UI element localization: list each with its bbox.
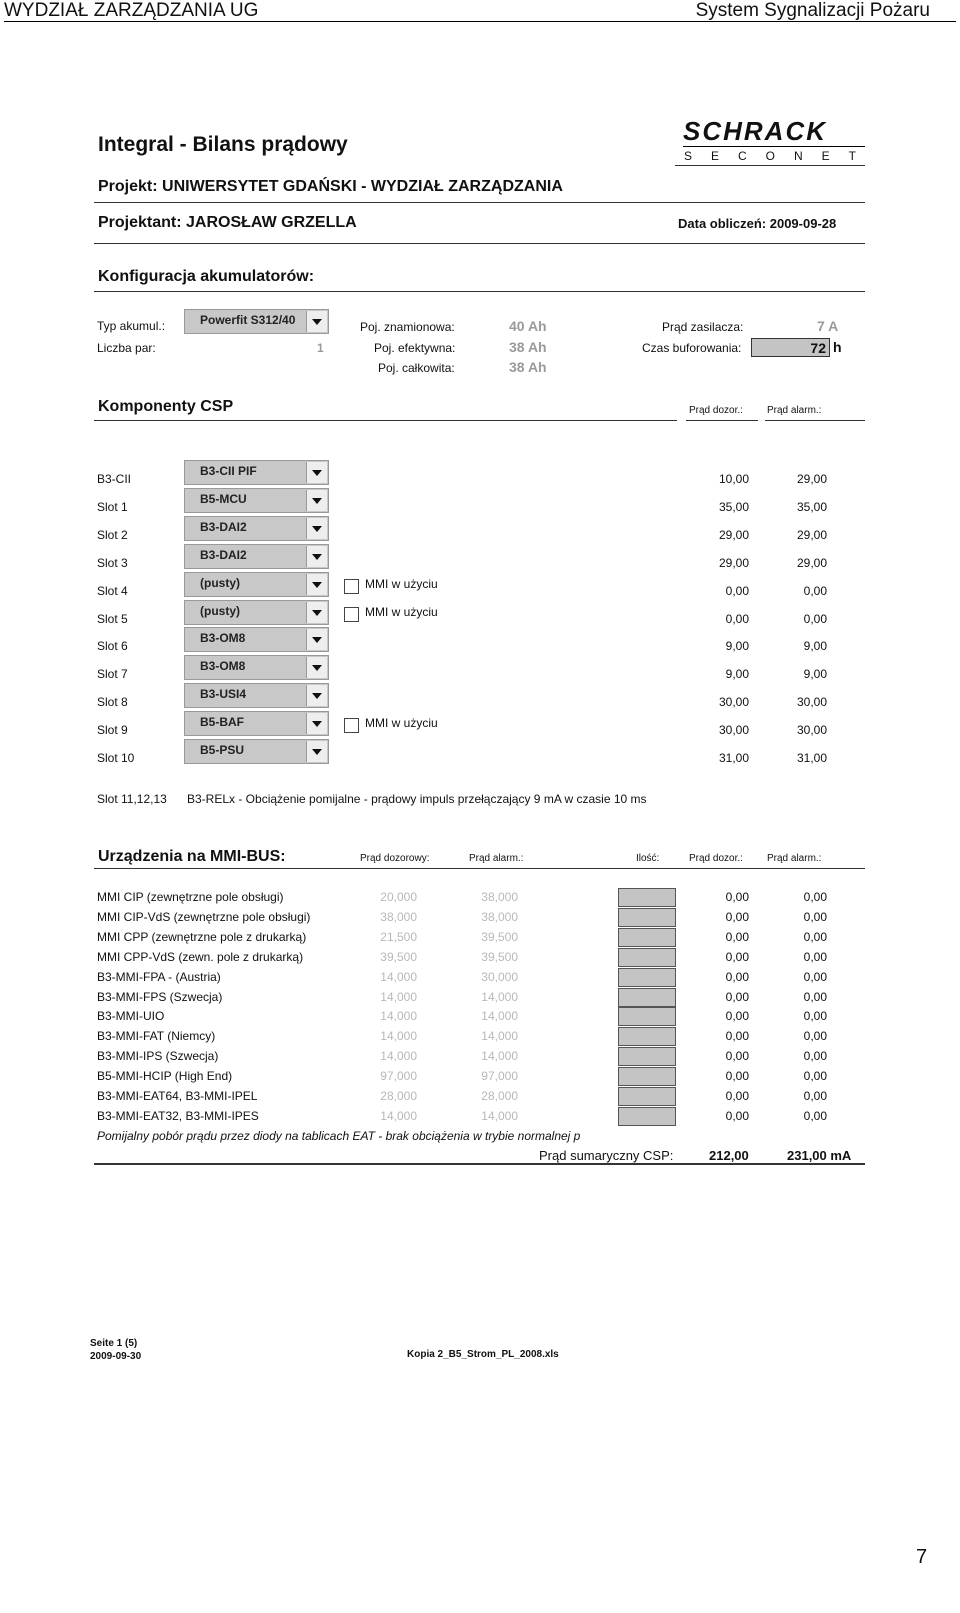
header-divider (4, 21, 956, 22)
csp-slot-label: Slot 1 (97, 500, 128, 514)
csp-alarm-current: 9,00 (803, 667, 827, 681)
csp-standby-current: 0,00 (725, 612, 749, 626)
mmi-standby-current: 0,00 (725, 1109, 749, 1123)
module-value: B3-DAI2 (200, 548, 247, 562)
mmi-standby-current: 0,00 (725, 990, 749, 1004)
mmi-in-use-label: MMI w użyciu (365, 605, 438, 619)
mmi-in-use-label: MMI w użyciu (365, 716, 438, 730)
mmi-in-use-label: MMI w użyciu (365, 577, 438, 591)
seconet-logo-text: SECONET (684, 149, 876, 163)
mmi-alarm-current: 0,00 (803, 1009, 827, 1023)
csp-col-standby: Prąd dozor.: (689, 405, 743, 416)
module-value: B3-OM8 (200, 659, 246, 673)
mmi-qty-input[interactable] (618, 1087, 676, 1106)
battery-type-value: Powerfit S312/40 (200, 313, 296, 327)
csp-alarm-current: 30,00 (796, 695, 827, 709)
csp-slot-label: Slot 3 (97, 556, 128, 570)
mmi-unit-alarm: 97,000 (481, 1069, 518, 1083)
mmi-in-use-checkbox[interactable] (344, 579, 359, 594)
module-dropdown[interactable] (184, 655, 329, 680)
chevron-down-icon[interactable] (306, 462, 327, 483)
csp-alarm-current: 35,00 (796, 500, 827, 514)
csp-slot-label: Slot 9 (97, 723, 128, 737)
mmi-unit-standby: 14,000 (380, 990, 417, 1004)
mmi-qty-input[interactable] (618, 1007, 676, 1026)
battery-section-rule (94, 291, 865, 292)
module-dropdown[interactable] (184, 488, 329, 513)
csp-standby-current: 10,00 (718, 472, 749, 486)
mmi-unit-standby: 38,000 (380, 910, 417, 924)
csp-standby-current: 9,00 (725, 639, 749, 653)
mmi-in-use-checkbox[interactable] (344, 607, 359, 622)
mmi-col-qty: Ilość: (636, 853, 660, 864)
csp-section-rule (94, 420, 677, 421)
csp-slot-label: Slot 2 (97, 528, 128, 542)
mmi-alarm-current: 0,00 (803, 970, 827, 984)
module-dropdown[interactable] (184, 683, 329, 708)
csp-alarm-current: 30,00 (796, 723, 827, 737)
module-value: B5-MCU (200, 492, 247, 506)
csp-alarm-current: 9,00 (803, 639, 827, 653)
mmi-unit-alarm: 14,000 (481, 1029, 518, 1043)
mmi-qty-input[interactable] (618, 1107, 676, 1126)
mmi-qty-input[interactable] (618, 948, 676, 967)
mmi-unit-alarm: 14,000 (481, 1009, 518, 1023)
mmi-unit-standby: 21,500 (380, 930, 417, 944)
header-right: System Sygnalizacji Pożaru (695, 0, 930, 21)
mmi-alarm-current: 0,00 (803, 1109, 827, 1123)
csp-standby-current: 31,00 (718, 751, 749, 765)
module-dropdown[interactable] (184, 460, 329, 485)
csp-slot-label: Slot 7 (97, 667, 128, 681)
csp-col-alarm-rule (765, 420, 865, 421)
mmi-unit-standby: 14,000 (380, 1049, 417, 1063)
mmi-device-name: B3-MMI-FPA - (Austria) (97, 970, 221, 984)
mmi-unit-standby: 14,000 (380, 970, 417, 984)
csp-standby-current: 29,00 (718, 528, 749, 542)
mmi-unit-alarm: 38,000 (481, 910, 518, 924)
battery-section-title: Konfiguracja akumulatorów: (98, 268, 315, 285)
mmi-device-name: MMI CPP (zewnętrzne pole z drukarką) (97, 930, 307, 944)
mmi-col-unit-alarm: Prąd alarm.: (469, 853, 524, 864)
csp-standby-current: 35,00 (718, 500, 749, 514)
mmi-unit-alarm: 14,000 (481, 990, 518, 1004)
mmi-standby-current: 0,00 (725, 1089, 749, 1103)
chevron-down-icon[interactable] (306, 685, 327, 706)
module-value: B5-PSU (200, 743, 245, 757)
buffer-time-label: Czas buforowania: (642, 341, 742, 355)
logo-divider (683, 146, 865, 147)
psu-current-label: Prąd zasilacza: (662, 320, 744, 334)
mmi-unit-alarm: 14,000 (481, 1109, 518, 1123)
sum-rule (94, 1163, 865, 1165)
eat-note: Pomijalny pobór prądu przez diody na tablicach EAT - brak obciążenia w trybie normalnej p (97, 1129, 581, 1143)
csp-standby-current: 30,00 (718, 723, 749, 737)
csp-standby-current: 29,00 (718, 556, 749, 570)
buffer-time-input[interactable] (751, 338, 830, 357)
module-value: B3-DAI2 (200, 520, 247, 534)
mmi-alarm-current: 0,00 (803, 930, 827, 944)
module-value: (pusty) (200, 604, 240, 618)
mmi-alarm-current: 0,00 (803, 1029, 827, 1043)
mmi-standby-current: 0,00 (725, 950, 749, 964)
mmi-unit-standby: 14,000 (380, 1029, 417, 1043)
mmi-device-name: B3-MMI-EAT64, B3-MMI-IPEL (97, 1089, 258, 1103)
calc-date: Data obliczeń: 2009-09-28 (678, 216, 837, 231)
nominal-capacity-value: 40 Ah (509, 318, 547, 334)
csp-standby-current: 9,00 (725, 667, 749, 681)
module-dropdown[interactable] (184, 516, 329, 541)
csp-alarm-current: 0,00 (803, 584, 827, 598)
header-left: WYDZIAŁ ZARZĄDZANIA UG (4, 0, 259, 21)
mmi-standby-current: 0,00 (725, 1049, 749, 1063)
module-value: B3-CII PIF (200, 464, 257, 478)
psu-current-value: 7 A (817, 318, 839, 334)
designer-rule (94, 243, 865, 244)
csp-alarm-current: 29,00 (796, 556, 827, 570)
mmi-section-title: Urządzenia na MMI-BUS: (98, 848, 286, 865)
buffer-time-unit: h (833, 339, 842, 355)
mmi-unit-standby: 28,000 (380, 1089, 417, 1103)
mmi-alarm-current: 0,00 (803, 1089, 827, 1103)
mmi-device-name: MMI CIP (zewnętrzne pole obsługi) (97, 890, 284, 904)
chevron-down-icon[interactable] (306, 657, 327, 678)
mmi-unit-alarm: 30,000 (481, 970, 518, 984)
mmi-device-name: B3-MMI-FPS (Szwecja) (97, 990, 223, 1004)
module-dropdown[interactable] (184, 711, 329, 736)
mmi-col-standby: Prąd dozor.: (689, 853, 743, 864)
mmi-qty-input[interactable] (618, 1027, 676, 1046)
mmi-qty-input[interactable] (618, 908, 676, 927)
module-value: B3-OM8 (200, 631, 246, 645)
chevron-down-icon[interactable] (306, 546, 327, 567)
sum-standby: 212,00 (709, 1148, 749, 1163)
mmi-unit-standby: 20,000 (380, 890, 417, 904)
module-value: B5-BAF (200, 715, 244, 729)
mmi-qty-input[interactable] (618, 928, 676, 947)
chevron-down-icon[interactable] (306, 629, 327, 650)
mmi-unit-standby: 39,500 (380, 950, 417, 964)
mmi-device-name: B3-MMI-EAT32, B3-MMI-IPES (97, 1109, 259, 1123)
csp-slot-label: B3-CII (97, 472, 132, 486)
sum-alarm: 231,00 mA (787, 1148, 852, 1163)
mmi-unit-alarm: 39,500 (481, 950, 518, 964)
mmi-section-rule (94, 868, 865, 869)
csp-slot-label: Slot 5 (97, 612, 128, 626)
battery-type-label: Typ akumul.: (97, 319, 166, 333)
battery-pairs-value: 1 (317, 341, 324, 355)
mmi-alarm-current: 0,00 (803, 910, 827, 924)
mmi-device-name: B5-MMI-HCIP (High End) (97, 1069, 233, 1083)
module-value: B3-USI4 (200, 687, 247, 701)
footer-file: Kopia 2_B5_Strom_PL_2008.xls (407, 1349, 559, 1360)
mmi-qty-input[interactable] (618, 888, 676, 907)
total-capacity-value: 38 Ah (509, 359, 547, 375)
nominal-capacity-label: Poj. znamionowa: (360, 320, 455, 334)
csp-slot-label: Slot 10 (97, 751, 135, 765)
chevron-down-icon[interactable] (306, 602, 327, 623)
mmi-device-name: B3-MMI-UIO (97, 1009, 165, 1023)
chevron-down-icon[interactable] (306, 741, 327, 762)
relx-note: B3-RELx - Obciążenie pomijalne - prądowy impuls przełączający 9 mA w czasie 10 ms (187, 792, 647, 806)
mmi-in-use-checkbox[interactable] (344, 718, 359, 733)
module-dropdown[interactable] (184, 600, 329, 625)
csp-standby-current: 30,00 (718, 695, 749, 709)
csp-alarm-current: 29,00 (796, 528, 827, 542)
buffer-time-value: 72 (810, 340, 826, 356)
designer-line: Projektant: JAROSŁAW GRZELLA (98, 214, 357, 231)
mmi-qty-input[interactable] (618, 1047, 676, 1066)
chevron-down-icon[interactable] (306, 518, 327, 539)
project-line: Projekt: UNIWERSYTET GDAŃSKI - WYDZIAŁ ZARZĄDZANIA (98, 178, 563, 195)
module-dropdown[interactable] (184, 739, 329, 764)
mmi-unit-alarm: 14,000 (481, 1049, 518, 1063)
mmi-standby-current: 0,00 (725, 890, 749, 904)
page-number: 7 (916, 1546, 928, 1568)
footer-date: 2009-09-30 (90, 1351, 142, 1362)
mmi-qty-input[interactable] (618, 988, 676, 1007)
csp-slot-label: Slot 8 (97, 695, 128, 709)
csp-alarm-current: 0,00 (803, 612, 827, 626)
mmi-standby-current: 0,00 (725, 1009, 749, 1023)
mmi-standby-current: 0,00 (725, 1029, 749, 1043)
csp-col-alarm: Prąd alarm.: (767, 405, 822, 416)
mmi-alarm-current: 0,00 (803, 890, 827, 904)
csp-section-title: Komponenty CSP (98, 398, 234, 415)
battery-pairs-label: Liczba par: (97, 341, 156, 355)
doc-title: Integral - Bilans prądowy (98, 133, 348, 156)
total-capacity-label: Poj. całkowita: (378, 361, 455, 375)
mmi-unit-standby: 97,000 (380, 1069, 417, 1083)
mmi-unit-standby: 14,000 (380, 1009, 417, 1023)
mmi-device-name: MMI CIP-VdS (zewnętrzne pole obsługi) (97, 910, 311, 924)
effective-capacity-label: Poj. efektywna: (374, 341, 456, 355)
mmi-standby-current: 0,00 (725, 1069, 749, 1083)
chevron-down-icon[interactable] (306, 490, 327, 511)
mmi-unit-alarm: 39,500 (481, 930, 518, 944)
mmi-device-name: B3-MMI-IPS (Szwecja) (97, 1049, 219, 1063)
mmi-unit-standby: 14,000 (380, 1109, 417, 1123)
mmi-alarm-current: 0,00 (803, 990, 827, 1004)
chevron-down-icon[interactable] (306, 311, 327, 332)
module-dropdown[interactable] (184, 627, 329, 652)
module-value: (pusty) (200, 576, 240, 590)
csp-slot-label: Slot 4 (97, 584, 128, 598)
csp-standby-current: 0,00 (725, 584, 749, 598)
csp-col-standby-rule (686, 420, 758, 421)
project-rule (94, 202, 865, 203)
module-dropdown[interactable] (184, 544, 329, 569)
mmi-standby-current: 0,00 (725, 970, 749, 984)
mmi-alarm-current: 0,00 (803, 950, 827, 964)
title-rule-right (675, 165, 865, 166)
mmi-alarm-current: 0,00 (803, 1049, 827, 1063)
mmi-device-name: B3-MMI-FAT (Niemcy) (97, 1029, 216, 1043)
chevron-down-icon[interactable] (306, 713, 327, 734)
mmi-standby-current: 0,00 (725, 930, 749, 944)
mmi-unit-alarm: 38,000 (481, 890, 518, 904)
module-dropdown[interactable] (184, 572, 329, 597)
relx-slot-label: Slot 11,12,13 (97, 792, 167, 806)
schrack-logo: SCHRACK (683, 116, 827, 146)
footer-page: Seite 1 (5) (90, 1338, 138, 1349)
mmi-qty-input[interactable] (618, 1067, 676, 1086)
mmi-col-alarm: Prąd alarm.: (767, 853, 822, 864)
mmi-qty-input[interactable] (618, 968, 676, 987)
mmi-alarm-current: 0,00 (803, 1069, 827, 1083)
mmi-device-name: MMI CPP-VdS (zewn. pole z drukarką) (97, 950, 304, 964)
effective-capacity-value: 38 Ah (509, 339, 547, 355)
sum-label: Prąd sumaryczny CSP: (539, 1148, 674, 1163)
mmi-unit-alarm: 28,000 (481, 1089, 518, 1103)
mmi-col-unit-standby: Prąd dozorowy: (360, 853, 430, 864)
battery-type-dropdown[interactable] (184, 309, 329, 334)
csp-alarm-current: 31,00 (796, 751, 827, 765)
csp-slot-label: Slot 6 (97, 639, 128, 653)
mmi-standby-current: 0,00 (725, 910, 749, 924)
csp-alarm-current: 29,00 (796, 472, 827, 486)
chevron-down-icon[interactable] (306, 574, 327, 595)
